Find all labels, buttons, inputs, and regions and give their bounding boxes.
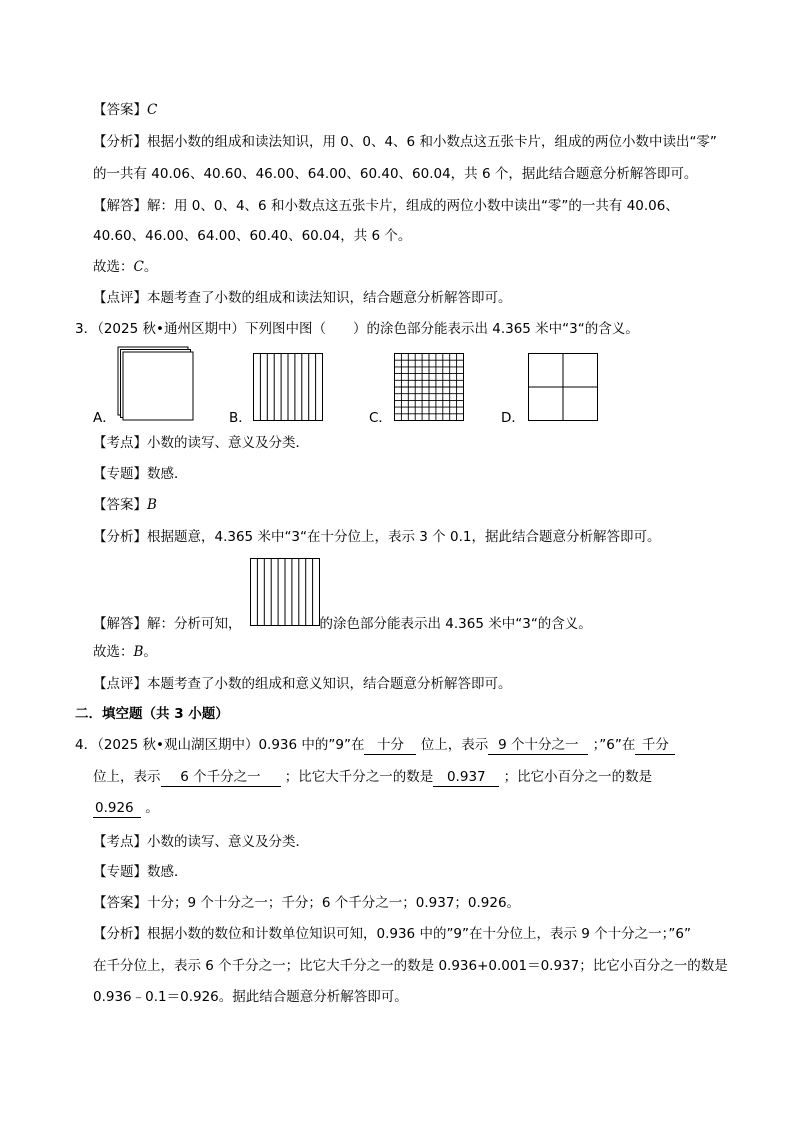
choose-line — [93, 257, 157, 277]
solution-text-1: 解：用 0、0、4、6 和小数点这五张卡片，组成的两位小数中读出“零”的一共有 40.06、 — [147, 198, 679, 214]
topic-text: 数感． — [147, 864, 188, 880]
answer-value: C — [147, 102, 158, 118]
analysis-text: 根据题意，4.365 米中“3“在十分位上，表示 3 个 0.1，据此结合题意分析解答即可。 — [147, 529, 661, 545]
solution-pre: 解：分析可知， — [147, 616, 242, 632]
blank-3: 千分 — [635, 737, 675, 755]
q4-stem-line-2 — [93, 767, 652, 787]
q4-stem-e: ；比它大千分之一的数是 — [284, 769, 434, 785]
choose-suffix: 。 — [143, 644, 157, 660]
blank-1: 十分 — [364, 737, 416, 755]
answer-value: B — [147, 497, 157, 513]
section-heading: 二．填空题（共 3 小题） — [75, 706, 229, 722]
q3-analysis-line — [93, 527, 660, 547]
q4-topic-line — [93, 862, 188, 882]
point-text: 小数的读写、意义及分类． — [147, 435, 309, 451]
q4-stem-line-3 — [93, 798, 159, 818]
q4-stem-g: 。 — [145, 800, 159, 816]
q3-choose-line — [93, 642, 157, 662]
q4-analysis-line-3: 0.936﹣0.1＝0.926。据此结合题意分析解答即可。 — [93, 989, 408, 1005]
point-tag: 【考点】 — [93, 834, 147, 850]
topic-tag: 【专题】 — [93, 466, 147, 482]
blank-5: 0.937 — [433, 769, 499, 787]
blank-2: 9 个十分之一 — [488, 737, 588, 755]
point-text: 小数的读写、意义及分类． — [147, 834, 309, 850]
solution-line-1 — [93, 196, 679, 216]
q3-solution-line — [93, 614, 592, 634]
option-d-label: D． — [501, 410, 525, 426]
q3-answer-line — [93, 495, 157, 515]
choose-suffix: 。 — [143, 259, 158, 275]
q4-stem-c: ；”6”在 — [592, 737, 636, 753]
analysis-line-2: 的一共有 40.06、40.60、46.00、64.00、60.40、60.04，共 6 个，据此结合题意分析解答即可。 — [93, 166, 698, 182]
option-c-figure — [394, 353, 464, 421]
solution-post: 的涂色部分能表示出 4.365 米中“3“的含义。 — [319, 616, 592, 632]
topic-text: 数感． — [147, 466, 188, 482]
analysis-text-1: 根据小数的组成和读法知识，用 0、0、4、6 和小数点这五张卡片，组成的两位小数中读出“零” — [147, 134, 717, 150]
answer-text: 十分；9 个十分之一；千分；6 个千分之一；0.937；0.926。 — [147, 895, 521, 911]
solution-tag: 【解答】 — [93, 616, 147, 632]
q3-stem: 3．（2025 秋•通州区期中）下列图中图（ ）的涂色部分能表示出 4.365 米中“3“的含义。 — [75, 321, 639, 337]
answer-line — [93, 100, 157, 120]
choose-prefix: 故选： — [93, 644, 134, 660]
q3-comment-line — [93, 674, 512, 694]
q4-stem-b: 位上，表示 — [420, 737, 489, 753]
option-d-figure — [528, 353, 598, 421]
comment-text: 本题考查了小数的组成和读法知识，结合题意分析解答即可。 — [147, 290, 512, 306]
analysis-text-1: 根据小数的数位和计数单位知识可知，0.936 中的”9”在十分位上，表示 9 个十分之一；”6” — [147, 926, 692, 942]
q4-stem-d: 位上，表示 — [93, 769, 161, 785]
solution-line-2: 40.60、46.00、64.00、60.40、60.04，共 6 个。 — [93, 228, 412, 244]
comment-text: 本题考查了小数的组成和意义知识，结合题意分析解答即可。 — [147, 676, 512, 692]
q3-topic-line — [93, 464, 188, 484]
q4-point-line — [93, 832, 309, 852]
blank-4: 6 个千分之一 — [161, 769, 281, 787]
analysis-tag: 【分析】 — [93, 134, 147, 150]
q4-analysis-line-1 — [93, 924, 691, 944]
q4-stem-line-1 — [75, 735, 675, 755]
analysis-line-1 — [93, 132, 717, 152]
solution-tag: 【解答】 — [93, 198, 147, 214]
q4-stem-f: ；比它小百分之一的数是 — [503, 769, 653, 785]
option-c-label: C． — [369, 410, 392, 426]
comment-tag: 【点评】 — [93, 290, 147, 306]
q4-analysis-line-2: 在千分位上，表示 6 个千分之一；比它大千分之一的数是 0.936+0.001＝0.937；比它小百分之一的数是 — [93, 958, 728, 974]
analysis-tag: 【分析】 — [93, 926, 147, 942]
option-b-figure — [253, 353, 323, 421]
choose-prefix: 故选： — [93, 259, 134, 275]
blank-6: 0.926 — [93, 800, 141, 818]
answer-tag: 【答案】 — [93, 497, 147, 513]
option-b-label: B． — [229, 410, 252, 426]
topic-tag: 【专题】 — [93, 864, 147, 880]
analysis-tag: 【分析】 — [93, 529, 147, 545]
answer-tag: 【答案】 — [93, 895, 147, 911]
option-a-label: A． — [93, 410, 116, 426]
choose-value: B — [133, 644, 144, 660]
point-tag: 【考点】 — [93, 435, 147, 451]
option-a-figure — [117, 346, 197, 422]
q4-stem-a: 4．（2025 秋•观山湖区期中）0.936 中的”9”在 — [75, 737, 365, 753]
comment-tag: 【点评】 — [93, 676, 147, 692]
comment-line — [93, 288, 512, 308]
q3-point-line — [93, 433, 309, 453]
choose-value: C — [133, 259, 144, 275]
q4-answer-line — [93, 893, 520, 913]
answer-tag: 【答案】 — [93, 102, 147, 118]
